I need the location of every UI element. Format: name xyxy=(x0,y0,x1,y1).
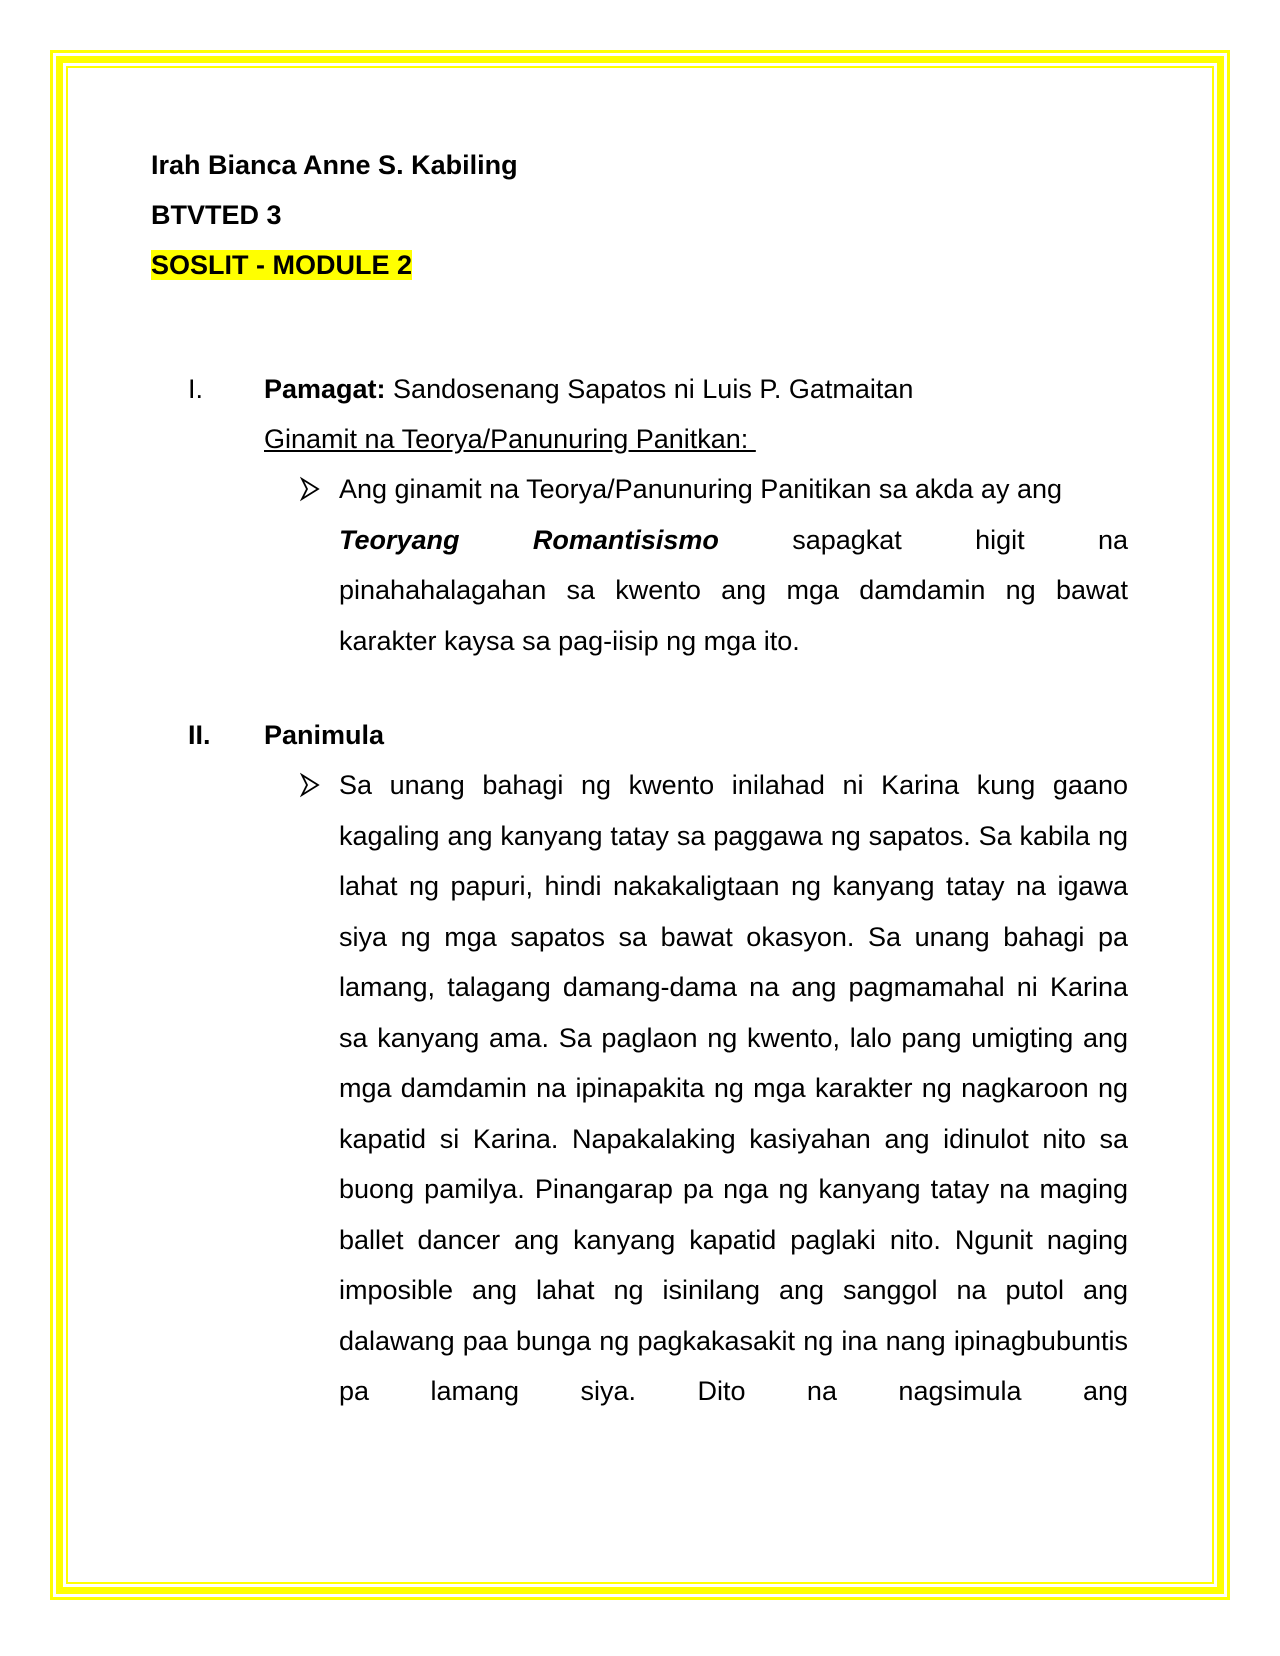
section-numeral: I. xyxy=(188,374,204,404)
arrowhead-bullet-icon xyxy=(300,772,320,798)
emphasis-romantisismo: Romantisismo xyxy=(532,524,719,555)
module-title-highlight: SOSLIT - MODULE 2 xyxy=(151,250,413,280)
bullet-rest-text: pinahahalagahan sa kwento ang mga damdamin ng bawat karakter kaysa sa pag-iisip ng mga ito. xyxy=(339,575,1128,656)
panimula-paragraph: Sa unang bahagi ng kwento inilahad ni Karina kung gaano kagaling ang kanyang tatay sa paggawa ng sapatos. Sa kabila ng lahat ng papuri, hindi nakakaligtaan ng kanyang tatay na igawa siya ng mga sapatos sa bawat okasyon. Sa unang bahagi pa lamang, talagang damang-dama na ang pagmamahal ni Karina sa kanyang ama. Sa paglaon ng kwento, lalo pang umigting ang mga damdamin na ipinapakita ng mga karakter ng nagkaroon ng kapatid si Karina. Napakalaking kasiyahan ang idinulot nito sa buong pamilya. Pinangarap pa nga ng kanyang tatay na maging ballet dancer ang kanyang kapatid paglaki nito. Ngunit naging imposible ang lahat ng isinilang ang sanggol na putol ang dalawang paa bunga ng pagkakasakit ng ina nang ipinagbubuntis pa lamang siya. Dito na nagsimula ang xyxy=(339,770,1128,1406)
section-title: Panimula xyxy=(264,720,385,750)
title-label: Pamagat: xyxy=(264,374,386,404)
word-na: na xyxy=(1097,524,1128,555)
section-numeral: II. xyxy=(188,720,211,750)
section-panimula xyxy=(151,710,1131,1417)
bullet-item xyxy=(339,760,1128,1417)
author-name: Irah Bianca Anne S. Kabiling xyxy=(151,150,518,180)
arrowhead-bullet-icon xyxy=(300,476,320,502)
bullet-line-1-text: Ang ginamit na Teorya/Panunuring Panitikan sa akda ay ang xyxy=(339,474,1062,504)
module-title xyxy=(151,240,1131,290)
bullet-line-1 xyxy=(339,464,1128,515)
section-subheading xyxy=(264,414,1131,464)
word-higit: higit xyxy=(975,524,1025,555)
subheading-text: Ginamit na Teorya/Panunuring Panitkan: xyxy=(264,424,756,454)
section-title-line xyxy=(264,710,1131,760)
course-label: BTVTED 3 xyxy=(151,200,282,230)
section-pamagat xyxy=(151,364,1131,666)
document-body xyxy=(151,140,1131,1417)
title-value: Sandosenang Sapatos ni Luis P. Gatmaitan xyxy=(385,374,914,404)
emphasis-teoryang: Teoryang xyxy=(339,524,460,555)
section-title-line xyxy=(264,364,1131,414)
word-sapagkat: sapagkat xyxy=(792,524,902,555)
bullet-line-2 xyxy=(339,515,1128,566)
bullet-item xyxy=(339,464,1128,666)
